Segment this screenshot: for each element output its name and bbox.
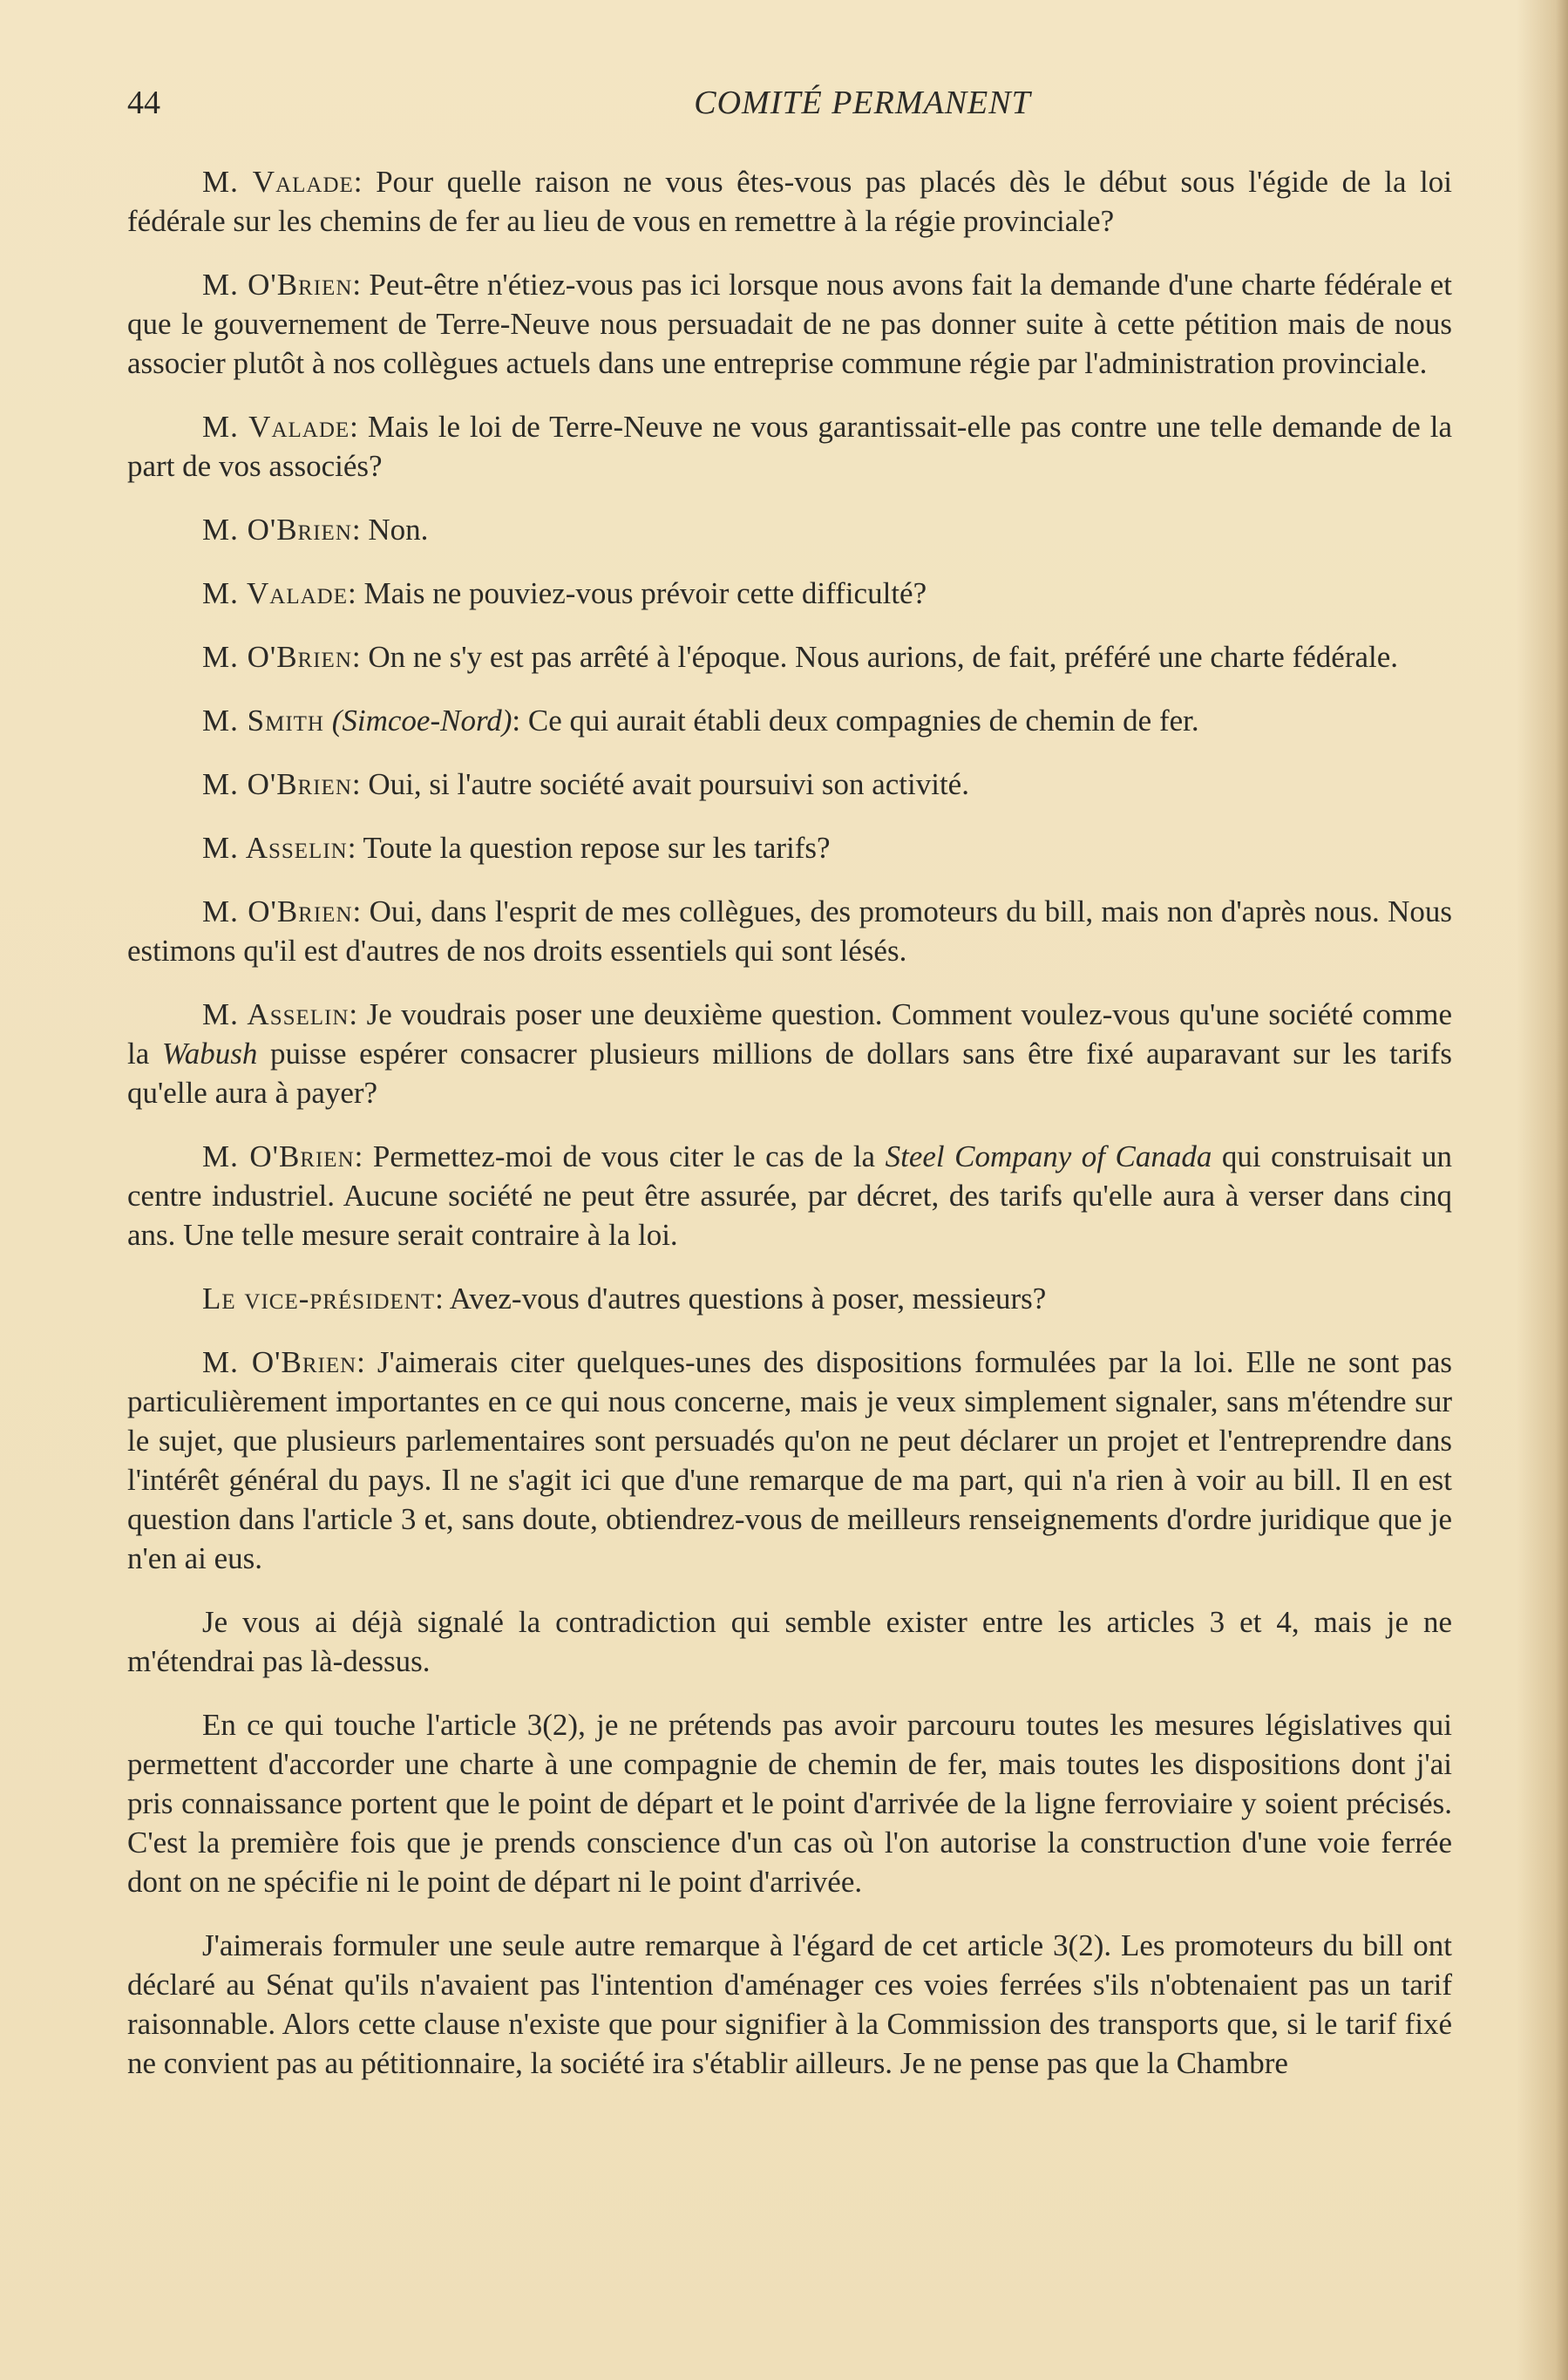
paragraph-15 (127, 1602, 1452, 1681)
speaker: M. O'Brien (202, 513, 352, 547)
running-head: COMITÉ PERMANENT (694, 85, 1031, 121)
speech: Mais le loi de Terre-Neuve ne vous garantissait-elle pas contre une telle demande de la part de vos associés? (127, 410, 1452, 483)
speech: Je voudrais poser une deuxième question. Comment voulez-vous qu'une société comme la (127, 997, 1452, 1071)
speaker: M. Valade (202, 576, 348, 610)
speech: Non. (368, 513, 429, 547)
company-name: Steel Company of Canada (885, 1139, 1212, 1173)
speech: En ce qui touche l'article 3(2), je ne prétends pas avoir parcouru toutes les mesures législatives qui permettent d'accorder une charte à une compagnie de chemin de fer, mais toutes les dispositions dont j'ai pris connaissance portent que le point de départ et le point d'arrivée de la ligne ferroviaire y soient précisés. C'est la première fois que je prends conscience d'un cas où l'on autorise la construction d'une voie ferrée dont on ne spécifie ni le point de départ ni le point d'arrivée. (127, 1708, 1452, 1899)
speaker: M. Asselin (202, 997, 350, 1031)
speaker: M. Valade (202, 165, 354, 199)
speaker: M. O'Brien (202, 640, 352, 674)
speech: Permettez-moi de vous citer le cas de la (372, 1139, 876, 1173)
speaker: M. O'Brien (202, 1345, 357, 1379)
riding: (Simcoe-Nord) (331, 704, 512, 738)
paragraph-10: M. O'Brien: Oui, dans l'esprit de mes collègues, des promoteurs du bill, mais non d'après nous. Nous estimons qu'il est d'autres de nos droits essentiels qui sont lésés. (127, 894, 1453, 968)
speech: Je vous ai déjà signalé la contradiction qui semble exister entre les articles 3 et 4, mais je ne m'étendrai pas là-dessus. (127, 1605, 1452, 1678)
speaker: M. Valade (202, 410, 350, 444)
speech: J'aimerais formuler une seule autre remarque à l'égard de cet article 3(2). Les promoteurs du bill ont déclaré au Sénat qu'ils n'avaient pas l'intention d'aménager ces voies ferrées s'ils n'obtenaient pas un tarif raisonnable. Alors cette clause n'existe que pour signifier à la Commission des transports que, si le tarif fixé ne convient pas au pétitionnaire, la société ira s'établir ailleurs. Je ne pense pas que la Chambre (127, 1928, 1452, 2080)
paragraph-3: M. Valade: Mais le loi de Terre-Neuve ne vous garantissait-elle pas contre une telle demande de la part de vos associés? (127, 410, 1452, 483)
page-body (127, 162, 1452, 2107)
company-name: Wabush (161, 1037, 258, 1071)
page-number: 44 (127, 85, 160, 121)
paragraph-14: M. O'Brien: J'aimerais citer quelques-unes des dispositions formulées par la loi. Elle ne sont pas particulièrement importantes en ce qui nous concerne, mais je veux simplement signaler, sans m'étendre sur le sujet, que plusieurs parlementaires sont persuadés qu'on ne peut déclarer un projet et l'entreprendre dans l'intérêt général du pays. Il ne s'agit ici que d'une remarque de ma part, qui n'a rien à voir au bill. Il en est question dans l'article 3 et, sans doute, obtiendrez-vous de meilleurs renseignements d'ordre juridique que je n'en ai eus. (127, 1345, 1452, 1575)
speech: puisse espérer consacrer plusieurs millions de dollars sans être fixé auparavant sur les tarifs qu'elle aura à payer? (127, 1037, 1452, 1110)
paragraph-4: M. O'Brien: Non. (202, 513, 429, 547)
paragraph-7: M. Smith (Simcoe-Nord): Ce qui aurait établi deux compagnies de chemin de fer. (202, 704, 1199, 738)
paragraph-13: Le vice-président: Avez-vous d'autres questions à poser, messieurs? (202, 1282, 1047, 1316)
paragraph-9: M. Asselin: Toute la question repose sur les tarifs? (202, 831, 831, 865)
paragraph-11: M. Asselin: Je voudrais poser une deuxième question. Comment voulez-vous qu'une société comme la Wabush puisse espérer consacrer plusieurs millions de dollars sans être fixé auparavant sur les tarifs qu'elle aura à payer? (127, 997, 1452, 1110)
paragraph-8: M. O'Brien: Oui, si l'autre société avait poursuivi son activité. (202, 767, 969, 801)
speech: Avez-vous d'autres questions à poser, messieurs? (449, 1282, 1047, 1316)
speech: qui construisait un centre industriel. Aucune société ne peut être assurée, par décret, des tarifs qu'elle aura à verser dans cinq ans. Une telle mesure serait contraire à la loi. (127, 1139, 1453, 1252)
speaker: M. O'Brien (202, 894, 353, 928)
speaker: M. O'Brien (202, 1139, 355, 1173)
speaker: M. O'Brien (202, 767, 352, 801)
speaker: M. O'Brien (202, 268, 353, 302)
speech: On ne s'y est pas arrêté à l'époque. Nous aurions, de fait, préféré une charte fédérale. (368, 640, 1399, 674)
speech: Peut-être n'étiez-vous pas ici lorsque nous avons fait la demande d'une charte fédérale et que le gouvernement de Terre-Neuve nous persuadait de ne pas donner suite à cette pétition mais de nous associer plutôt à nos collègues actuels dans une entreprise commune régie par l'administration provinciale. (127, 268, 1452, 380)
paragraph-12: M. O'Brien: Permettez-moi de vous citer le cas de la Steel Company of Canada qui construisait un centre industriel. Aucune société ne peut être assurée, par décret, des tarifs qu'elle aura à verser dans cinq ans. Une telle mesure serait contraire à la loi. (127, 1139, 1453, 1252)
paragraph-6: M. O'Brien: On ne s'y est pas arrêté à l'époque. Nous aurions, de fait, préféré une charte fédérale. (202, 640, 1399, 674)
paragraph-16 (127, 1705, 1452, 1901)
speaker: M. Asselin (202, 831, 348, 865)
speaker: M. Smith (202, 704, 324, 738)
speech: Ce qui aurait établi deux compagnies de chemin de fer. (527, 704, 1199, 738)
speech: J'aimerais citer quelques-unes des dispositions formulées par la loi. Elle ne sont pas particulièrement importantes en ce qui nous concerne, mais je veux simplement signaler, sans m'étendre sur le sujet, que plusieurs parlementaires sont persuadés qu'on ne peut déclarer un projet et l'entreprendre dans l'intérêt général du pays. Il ne s'agit ici que d'une remarque de ma part, qui n'a rien à voir au bill. Il en est question dans l'article 3 et, sans doute, obtiendrez-vous de meilleurs renseignements d'ordre juridique que je n'en ai eus. (127, 1345, 1452, 1575)
paragraph-5: M. Valade: Mais ne pouviez-vous prévoir cette difficulté? (202, 576, 927, 610)
speech: Pour quelle raison ne vous êtes-vous pas placés dès le début sous l'égide de la loi fédérale sur les chemins de fer au lieu de vous en remettre à la régie provinciale? (127, 165, 1452, 238)
speech: Toute la question repose sur les tarifs? (363, 831, 831, 865)
speech: Oui, si l'autre société avait poursuivi son activité. (368, 767, 969, 801)
paragraph-17 (127, 1926, 1452, 2083)
paragraph-2: M. O'Brien: Peut-être n'étiez-vous pas ici lorsque nous avons fait la demande d'une charte fédérale et que le gouvernement de Terre-Neuve nous persuadait de ne pas donner suite à cette pétition mais de nous associer plutôt à nos collègues actuels dans une entreprise commune régie par l'administration provinciale. (127, 268, 1452, 380)
paragraph-1: M. Valade: Pour quelle raison ne vous êtes-vous pas placés dès le début sous l'égide de la loi fédérale sur les chemins de fer au lieu de vous en remettre à la régie provinciale? (127, 165, 1452, 238)
speech: Mais ne pouviez-vous prévoir cette difficulté? (363, 576, 927, 610)
speaker: Le vice-président (202, 1282, 436, 1316)
speech: Oui, dans l'esprit de mes collègues, des promoteurs du bill, mais non d'après nous. Nous estimons qu'il est d'autres de nos droits essentiels qui sont lésés. (127, 894, 1453, 968)
